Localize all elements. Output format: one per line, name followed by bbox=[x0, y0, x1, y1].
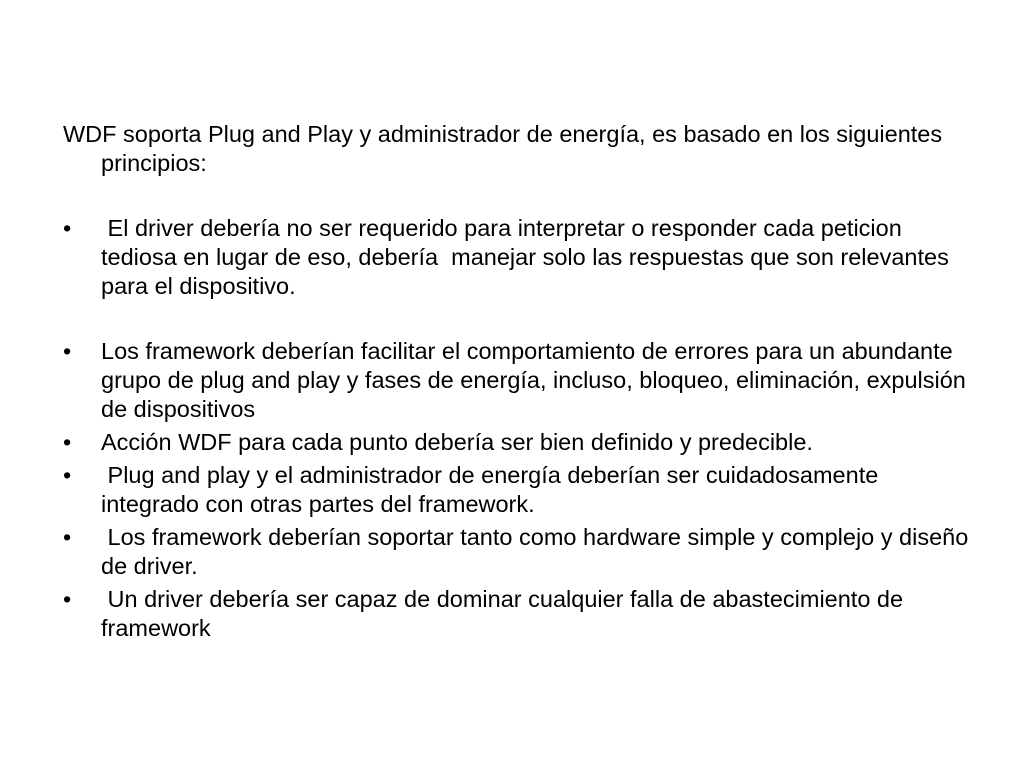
bullet-icon: • bbox=[63, 215, 72, 241]
bullet-icon: • bbox=[63, 429, 72, 455]
bullet-icon: • bbox=[63, 338, 72, 364]
intro-paragraph: WDF soporta Plug and Play y administrador de energía, es basado en los siguientes principios: bbox=[63, 121, 943, 176]
list-item-text: Los framework deberían soportar tanto como hardware simple y complejo y diseño de driver. bbox=[101, 524, 975, 579]
list-item-text: Plug and play y el administrador de energía deberían ser cuidadosamente integrado con otras partes del framework. bbox=[101, 462, 885, 517]
list-item bbox=[63, 214, 973, 301]
list-item bbox=[63, 337, 979, 424]
list-item-text: El driver debería no ser requerido para interpretar o responder cada peticion tediosa en lugar de eso, debería manejar solo las respuestas que son relevantes para el dispositivo. bbox=[101, 215, 956, 299]
bullet-icon: • bbox=[63, 586, 72, 612]
list-item bbox=[63, 523, 973, 581]
principles-list bbox=[63, 214, 979, 643]
bullet-icon: • bbox=[63, 524, 72, 550]
list-item-text: Acción WDF para cada punto debería ser bien definido y predecible. bbox=[101, 429, 813, 455]
list-item-text: Un driver debería ser capaz de dominar cualquier falla de abastecimiento de framework bbox=[101, 586, 910, 641]
slide-content bbox=[63, 120, 979, 643]
bullet-icon: • bbox=[63, 462, 72, 488]
list-item bbox=[63, 461, 973, 519]
list-item bbox=[63, 585, 973, 643]
list-item-text: Los framework deberían facilitar el comportamiento de errores para un abundante grupo de plug and play y fases de energía, incluso, bloqueo, eliminación, expulsión de dispositivos bbox=[101, 338, 979, 422]
list-item bbox=[63, 428, 973, 457]
